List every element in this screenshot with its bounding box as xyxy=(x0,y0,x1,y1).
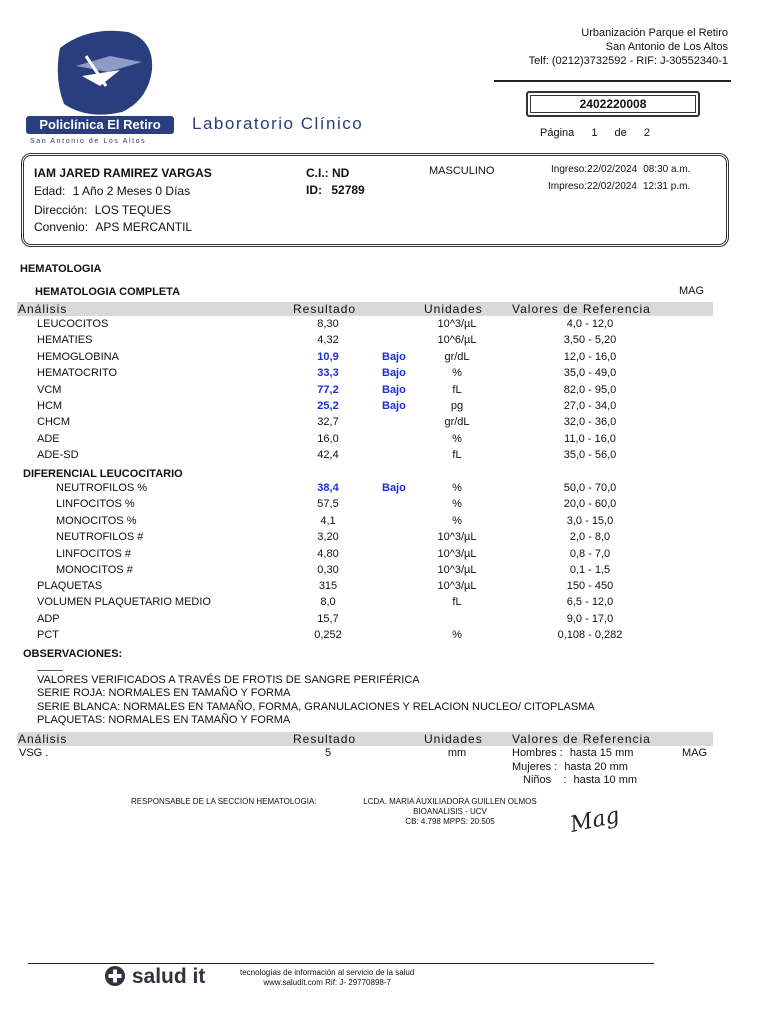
analysis-name: VOLUMEN PLAQUETARIO MEDIO xyxy=(37,596,211,609)
page-indicator: Página 1 de 2 xyxy=(540,127,650,139)
header-divider xyxy=(494,80,731,82)
result-value: 10,9 xyxy=(317,350,339,363)
result-unit: 10^6/µL xyxy=(437,334,477,347)
analysis-name: MONOCITOS % xyxy=(56,514,137,527)
analysis-name: HEMATOCRITO xyxy=(37,367,118,380)
reference-range: 3,0 - 15,0 xyxy=(566,514,614,527)
patient-age: Edad: 1 Año 2 Meses 0 Días xyxy=(34,184,191,198)
table-header: Análisis Resultado Unidades Valores de Referencia xyxy=(17,302,713,316)
table-row xyxy=(0,496,768,512)
table-row xyxy=(0,316,768,332)
subsection-title: HEMATOLOGIA COMPLETA xyxy=(35,286,181,298)
patient-address: Dirección: LOS TEQUES xyxy=(34,203,172,217)
analysis-name: LEUCOCITOS xyxy=(37,318,109,330)
vsg-unit: mm xyxy=(447,747,467,759)
result-flag: Bajo xyxy=(382,482,406,494)
lab-title: Laboratorio Clínico xyxy=(192,114,364,133)
analysis-name: LINFOCITOS # xyxy=(56,547,131,560)
differential-title: DIFERENCIAL LEUCOCITARIO xyxy=(23,468,183,480)
table-row xyxy=(0,332,768,348)
analysis-name: HEMATIES xyxy=(37,334,93,347)
report-dates: Ingreso:22/02/2024 08:30 a.m. Impreso:22/02/2024 12:31 p.m. xyxy=(548,164,691,192)
reference-range: 35,0 - 49,0 xyxy=(563,367,617,380)
result-unit: % xyxy=(452,432,462,445)
result-flag: Bajo xyxy=(382,383,406,396)
analysis-name: VCM xyxy=(37,383,62,396)
result-value: 77,2 xyxy=(317,383,339,396)
reference-range: 50,0 - 70,0 xyxy=(563,482,617,494)
result-value: 0,252 xyxy=(314,629,342,642)
result-unit: % xyxy=(452,498,462,511)
result-value: 8,0 xyxy=(320,596,336,609)
result-value: 16,0 xyxy=(317,432,339,445)
reference-range: 0,108 - 0,282 xyxy=(557,629,623,642)
analysis-name: PLAQUETAS xyxy=(37,580,103,592)
signature-responsible: RESPONSABLE DE LA SECCION HEMATOLOGIA: xyxy=(131,797,317,806)
mag-tag: MAG xyxy=(679,285,705,297)
reference-range: 0,1 - 1,5 xyxy=(569,564,611,576)
result-unit: pg xyxy=(450,400,464,412)
observations-text: VALORES VERIFICADOS A TRAVÉS DE FROTIS DE SANGRE PERIFÉRICA SERIE ROJA: NORMALES EN TAMAÑO Y FORMA SERIE BLANCA: NORMALES EN TAMAÑO, FORMA, GRANULACIONES Y RELACION NUCLEO/ CITOPLASMA PLAQUETAS: NORMALES EN TAMAÑO Y FORMA xyxy=(37,674,595,727)
result-unit: fL xyxy=(452,449,462,462)
result-flag: Bajo xyxy=(382,350,406,363)
logo-subtitle: San Antonio de Los Altos xyxy=(30,138,147,145)
result-unit: % xyxy=(452,482,462,494)
patient-name: IAM JARED RAMIREZ VARGAS xyxy=(34,166,212,180)
clinic-address: Urbanización Parque el Retiro San Antonio de Los Altos Telf: (0212)3732592 - RIF: J-30552340-1 xyxy=(528,27,728,67)
reference-range: 27,0 - 34,0 xyxy=(563,400,617,412)
table-row xyxy=(0,480,768,496)
patient-sex: MASCULINO xyxy=(429,165,495,177)
reference-range: 2,0 - 8,0 xyxy=(569,531,611,544)
footer-divider xyxy=(28,963,654,964)
table-row xyxy=(0,382,768,398)
vsg-name: VSG . xyxy=(19,747,49,759)
result-value: 3,20 xyxy=(317,531,339,544)
analysis-name: CHCM xyxy=(37,416,70,429)
result-value: 4,80 xyxy=(317,547,339,560)
patient-agreement: Convenio: APS MERCANTIL xyxy=(34,220,193,234)
analysis-name: NEUTROFILOS % xyxy=(56,482,148,494)
reference-range: 35,0 - 56,0 xyxy=(563,449,617,462)
vsg-result: 5 xyxy=(324,747,332,759)
observations-title: OBSERVACIONES: xyxy=(23,648,123,660)
result-unit: % xyxy=(452,367,462,380)
plus-circle-icon xyxy=(104,965,126,987)
result-unit: 10^3/µL xyxy=(437,580,477,592)
result-unit: fL xyxy=(452,383,462,396)
reference-range: 20,0 - 60,0 xyxy=(563,498,617,511)
result-value: 57,5 xyxy=(317,498,339,511)
vsg-tag: MAG xyxy=(682,747,708,759)
reference-range: 6,5 - 12,0 xyxy=(566,596,614,609)
reference-range: 0,8 - 7,0 xyxy=(569,547,611,560)
result-unit: 10^3/µL xyxy=(437,531,477,544)
table-row xyxy=(0,546,768,562)
footer-brand: salud it xyxy=(104,965,205,989)
vsg-reference: Hombres : hasta 15 mm Mujeres : hasta 20 mm Niños : hasta 10 mm xyxy=(512,747,638,786)
reference-range: 12,0 - 16,0 xyxy=(563,350,617,363)
analysis-name: PCT xyxy=(37,629,59,642)
analysis-name: ADE-SD xyxy=(37,449,79,462)
table-row xyxy=(0,414,768,430)
reference-range: 11,0 - 16,0 xyxy=(564,432,616,445)
table-header-2: Análisis Resultado Unidades Valores de Referencia xyxy=(17,732,713,746)
result-unit: gr/dL xyxy=(444,350,470,363)
result-unit: 10^3/µL xyxy=(437,547,477,560)
patient-id: ID: 52789 xyxy=(306,183,365,197)
result-value: 0,30 xyxy=(317,564,339,576)
analysis-name: ADE xyxy=(37,432,60,445)
result-value: 15,7 xyxy=(317,612,339,625)
table-row xyxy=(0,447,768,463)
reference-range: 82,0 - 95,0 xyxy=(563,383,617,396)
analysis-name: HCM xyxy=(37,400,63,412)
result-value: 32,7 xyxy=(317,416,339,429)
footer-text: tecnologías de información al servicio de la salud www.saludit.com Rif: J- 29770898-7 xyxy=(240,968,415,987)
analysis-name: HEMOGLOBINA xyxy=(37,350,119,363)
analysis-name: ADP xyxy=(37,612,60,625)
reference-range: 150 - 450 xyxy=(566,580,614,592)
result-unit: fL xyxy=(452,596,462,609)
result-unit: % xyxy=(452,629,462,642)
analysis-name: LINFOCITOS % xyxy=(56,498,135,511)
result-value: 4,1 xyxy=(320,514,336,527)
handwritten-signature: Mag xyxy=(567,803,622,838)
signature-block: LCDA. MARIA AUXILIADORA GUILLEN OLMOS BIOANALISIS - UCV CB: 4.798 MPPS: 20.505 xyxy=(363,797,537,826)
table-row xyxy=(0,594,768,610)
result-flag: Bajo xyxy=(382,367,406,380)
table-row xyxy=(0,398,768,414)
table-row xyxy=(0,611,768,627)
result-unit: % xyxy=(452,514,462,527)
result-value: 315 xyxy=(318,580,338,592)
table-row xyxy=(0,562,768,578)
result-value: 38,4 xyxy=(317,482,339,494)
table-row xyxy=(0,365,768,381)
table-row xyxy=(0,578,768,594)
order-number: 2402220008 xyxy=(526,91,700,117)
result-unit: gr/dL xyxy=(444,416,470,429)
result-unit: 10^3/µL xyxy=(437,318,477,330)
analysis-name: NEUTROFILOS # xyxy=(56,531,144,544)
result-value: 42,4 xyxy=(317,449,339,462)
result-value: 25,2 xyxy=(317,400,339,412)
table-row xyxy=(0,349,768,365)
patient-ci: C.I.: ND xyxy=(306,166,350,180)
reference-range: 32,0 - 36,0 xyxy=(563,416,617,429)
table-row xyxy=(0,529,768,545)
result-flag: Bajo xyxy=(382,400,406,412)
table-row xyxy=(0,513,768,529)
result-value: 8,30 xyxy=(317,318,339,330)
logo-text: Policlínica El Retiro xyxy=(39,117,161,132)
section-title: HEMATOLOGIA xyxy=(20,263,102,275)
observations-mark xyxy=(37,670,63,671)
reference-range: 4,0 - 12,0 xyxy=(566,318,614,330)
table-row xyxy=(0,627,768,643)
analysis-name: MONOCITOS # xyxy=(56,564,133,576)
result-unit: 10^3/µL xyxy=(437,564,477,576)
result-value: 33,3 xyxy=(317,367,339,380)
table-row xyxy=(0,431,768,447)
reference-range: 9,0 - 17,0 xyxy=(566,612,614,625)
result-value: 4,32 xyxy=(317,334,339,347)
reference-range: 3,50 - 5,20 xyxy=(563,334,617,347)
